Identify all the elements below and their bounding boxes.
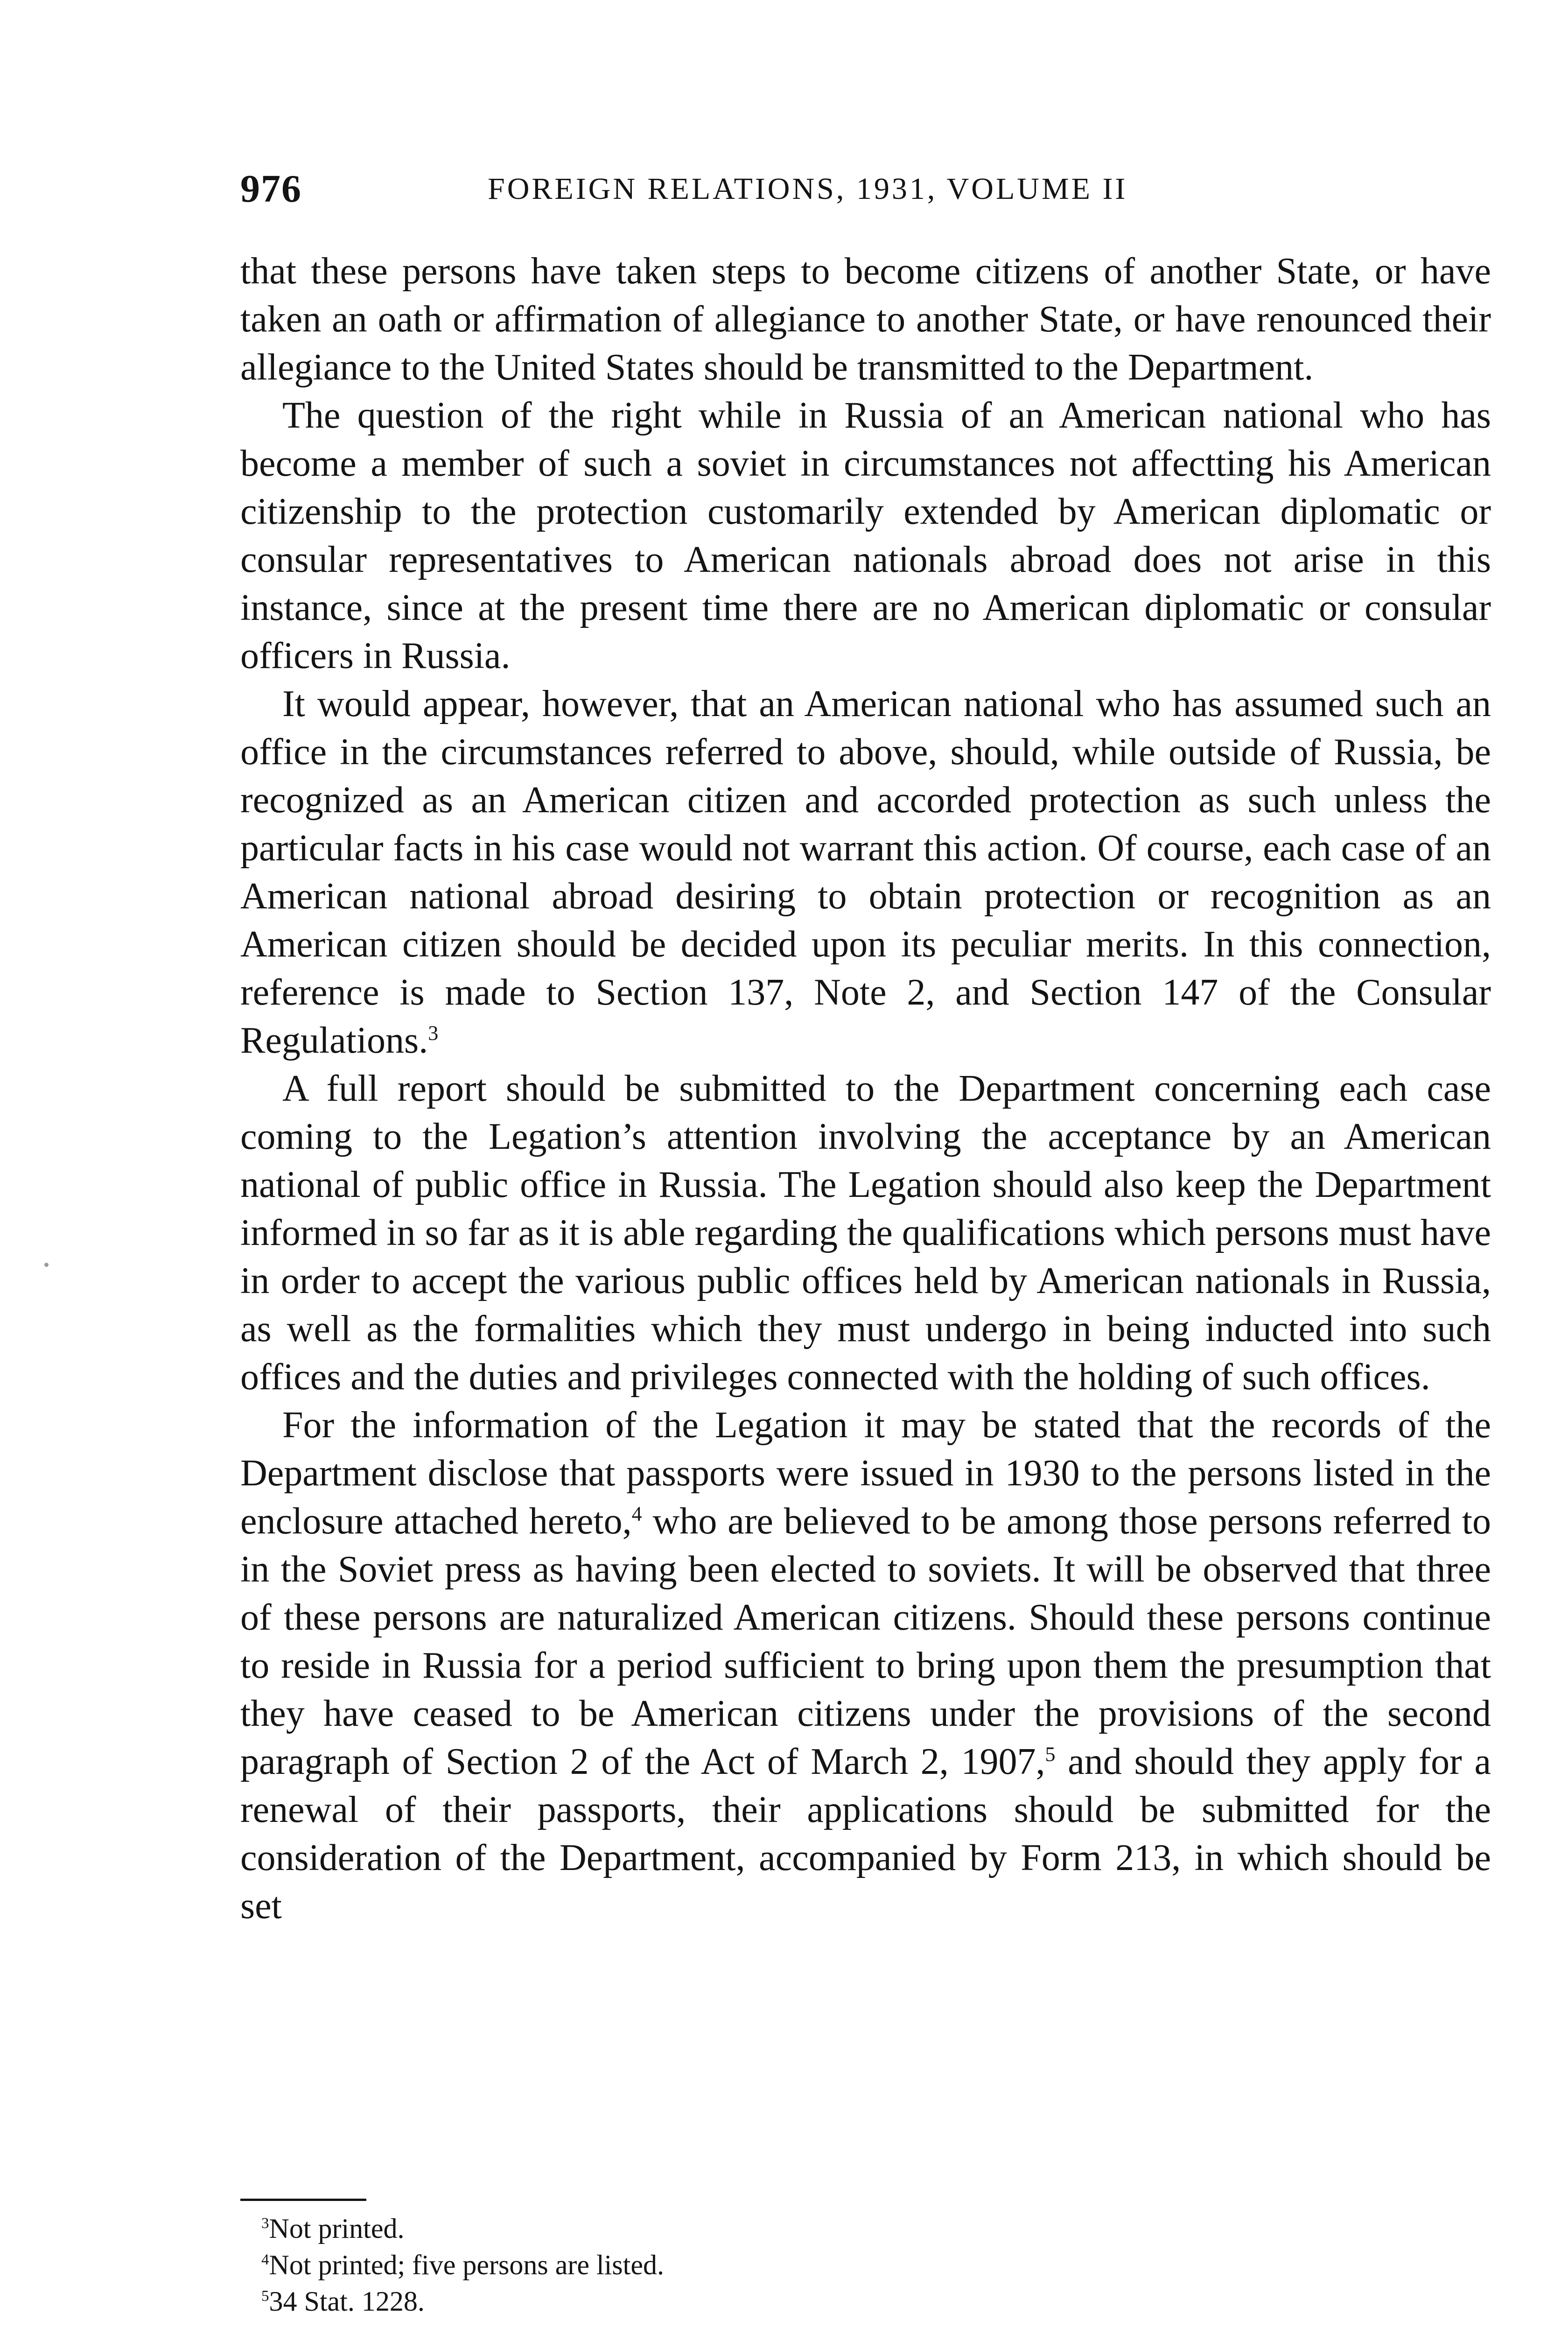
paragraph-text: and should they apply for a renewal of their passports, their applications should be submitted for the consideration of the Department, accompanied by Form 213, in which should be set xyxy=(240,1741,1491,1926)
paragraph-text: It would appear, however, that an American national who has assumed such an office in the circumstances referred to above, should, while outside of Russia, be recognized as an American citizen and accorded protection as such unless the particular facts in his case would not warrant this action. Of course, each case of an American national abroad desiring to obtain protection or recognition as an American citizen should be decided upon its peculiar merits. In this connection, reference is made to Section 137, Note 2, and Section 147 of the Consular Regulations. xyxy=(240,683,1491,1061)
footnote-reference: 3 xyxy=(428,1021,439,1045)
paragraph-text: who are believed to be among those persons referred to in the Soviet press as having been elected to soviets. It will be observed that three of these persons are naturalized American citizens. Should these persons continue to reside in Russia for a period sufficient to bring upon them the presumption that they have ceased to be American citizens under the provisions of the second paragraph of Section 2 of the Act of March 2, 1907, xyxy=(240,1501,1491,1782)
footnote-text: Not printed; five persons are listed. xyxy=(269,2250,664,2280)
footnote xyxy=(261,2247,1288,2283)
paragraph-continuation xyxy=(240,247,1491,392)
page-header xyxy=(240,161,1491,217)
paragraph-text: A full report should be submitted to the Department concerning each case coming to the Legation’s attention involving the acceptance by an American national of public office in Russia. The Legation should also keep the Department informed in so far as it is able regarding the qualifications which persons must have in order to accept the various public offices held by American nationals in Russia, as well as the formalities which they must undergo in being inducted into such offices and the duties and privileges connected with the holding of such offices. xyxy=(240,1068,1491,1398)
footnote-mark: 4 xyxy=(261,2251,269,2268)
page-number: 976 xyxy=(240,167,302,211)
running-head: FOREIGN RELATIONS, 1931, VOLUME II xyxy=(488,172,1128,206)
footnote xyxy=(261,2283,1288,2320)
footnote-rule xyxy=(240,2199,366,2201)
paragraph xyxy=(240,392,1491,680)
footnote-mark: 3 xyxy=(261,2215,269,2232)
paragraph xyxy=(240,680,1491,1065)
footnotes xyxy=(261,2210,1288,2320)
footnote xyxy=(261,2210,1288,2247)
body-text xyxy=(240,247,1491,1930)
footnote-text: 34 Stat. 1228. xyxy=(269,2286,425,2317)
footnote-text: Not printed. xyxy=(269,2213,405,2244)
paragraph xyxy=(240,1065,1491,1401)
footnote-reference: 5 xyxy=(1045,1743,1056,1766)
paragraph-text: For the information of the Legation it may be stated that the records of the Department disclose that passports were issued in 1930 to the persons listed in the enclosure attached hereto, xyxy=(240,1405,1491,1542)
footnote-reference: 4 xyxy=(631,1502,642,1526)
footnote-mark: 5 xyxy=(261,2288,269,2305)
paragraph-text: that these persons have taken steps to become citizens of another State, or have taken an oath or affirmation of allegiance to another State, or have renounced their allegiance to the United States should be transmitted to the Department. xyxy=(240,251,1491,388)
scan-speck xyxy=(44,1263,49,1267)
paragraph-text: The question of the right while in Russia of an American national who has become a member of such a soviet in circumstances not affectting his American citizenship to the protection customarily extended by American diplomatic or consular representatives to American nationals abroad does not arise in this instance, since at the present time there are no American diplomatic or consular officers in Russia. xyxy=(240,395,1491,676)
paragraph xyxy=(240,1401,1491,1930)
